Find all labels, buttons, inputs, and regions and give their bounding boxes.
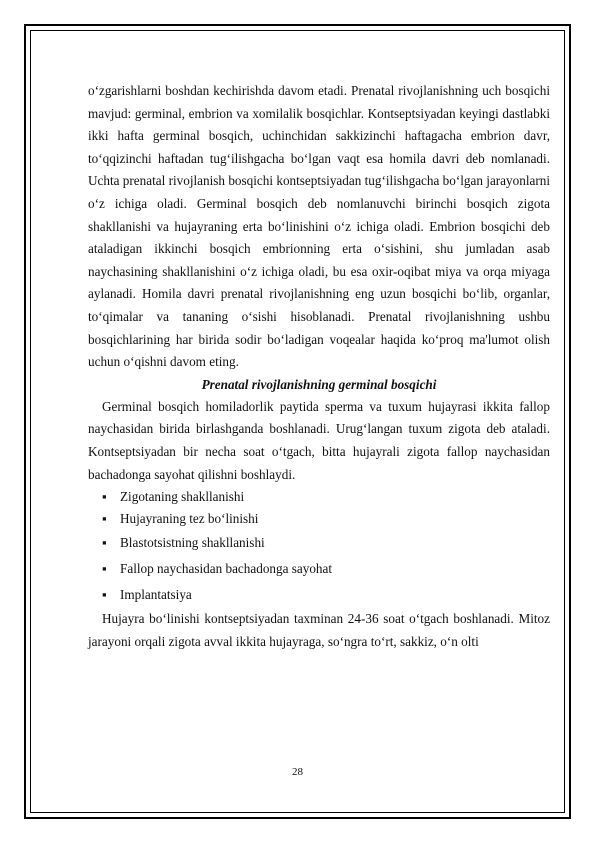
bullet-icon: ▪ <box>102 511 107 527</box>
bullet-icon: ▪ <box>102 587 107 603</box>
bullet-list <box>88 486 550 608</box>
list-item <box>88 508 550 530</box>
document-body <box>88 80 550 653</box>
paragraph-continuation: o‘zgarishlarni boshdan kechirishda davom etadi. Prenatal rivojlanishning uch bosqichi mavjud: germinal, embrion va xomilalik bosqichlar. Kontseptsiyadan keyingi dastlabki ikki hafta germinal bosqich, uchinchidan sakkizinchi haftagacha embrion davr, to‘qqizinchi haftadan tug‘ilishgacha bo‘lgan vaqt esa homila davri deb nomlanadi. Uchta prenatal rivojlanish bosqichi kontseptsiyadan tug‘ilishgacha bo‘lgan jarayonlarni o‘z ichiga oladi. Germinal bosqich deb nomlanuvchi birinchi bosqich zigota shakllanishi va hujayraning erta bo‘linishini o‘z ichiga oladi. Embrion bosqichi deb ataladigan ikkinchi bosqich embrionning erta o‘sishini, shu jumladan asab naychasining shakllanishini o‘z ichiga oladi, bu esa oxir-oqibat miya va orqa miyaga aylanadi. Homila davri prenatal rivojlanishning eng uzun bosqichi bo‘lib, organlar, to‘qimalar va tananing o‘sishi hisoblanadi. Prenatal rivojlanishning ushbu bosqichlarining har birida sodir bo‘ladigan voqealar haqida ko‘proq ma'lumot olish uchun o‘qishni davom eting. <box>88 83 550 370</box>
list-item-text: Zigotaning shakllanishi <box>120 489 245 505</box>
list-item-text: Implantatsiya <box>120 587 192 603</box>
list-item-text: Blastotsistning shakllanishi <box>120 535 265 551</box>
list-item-text: Hujayraning tez bo‘linishi <box>120 511 259 527</box>
paragraph-cell-division: Hujayra bo‘linishi kontseptsiyadan taxminan 24-36 soat o‘tgach boshlanadi. Mitoz jarayoni orqali zigota avval ikkita hujayraga, so‘ngra to‘rt, sakkiz, o‘n olti <box>88 611 550 649</box>
list-item <box>88 486 550 508</box>
section-heading: Prenatal rivojlanishning germinal bosqichi <box>201 376 437 392</box>
list-item <box>88 556 550 582</box>
bullet-icon: ▪ <box>102 535 107 551</box>
page-number: 28 <box>292 766 303 778</box>
list-item-text: Fallop naychasidan bachadonga sayohat <box>120 561 333 577</box>
bullet-icon: ▪ <box>102 561 107 577</box>
bullet-icon: ▪ <box>102 489 107 505</box>
list-item <box>88 582 550 608</box>
list-item <box>88 530 550 556</box>
paragraph-germinal-stage: Germinal bosqich homiladorlik paytida sperma va tuxum hujayrasi ikkita fallop naychasidan birida birlashganda boshlanadi. Urug‘langan tuxum zigota deb ataladi. Kontseptsiyadan bir necha soat o‘tgach, bitta hujayrali zigota fallop naychasidan bachadonga sayohat qilishni boshlaydi. <box>88 398 550 482</box>
